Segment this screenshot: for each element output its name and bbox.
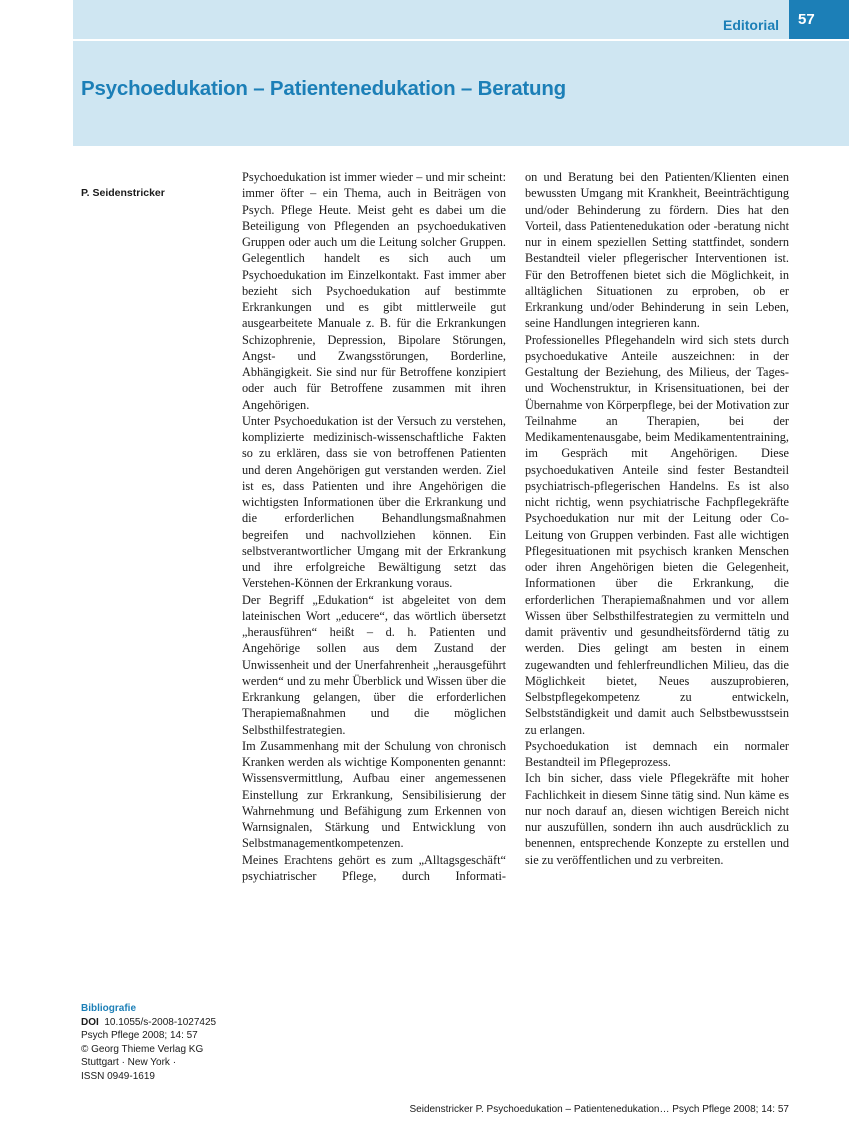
bibliography-heading: Bibliografie [81,1003,137,1014]
publisher-place: Stuttgart · New York · [81,1057,177,1069]
issn: ISSN 0949-1619 [81,1070,155,1082]
paragraph: Psychoedukation ist immer wieder – und mir scheint: immer öfter – ein Thema, auch in Beiträgen von Psych. Pflege Heute. Meist geht es dabei um die Beteiligung von Pflegenden an psychoedukativen Gruppen oder auch um die Leitung solcher Gruppen. Gelegentlich handelt es sich auch um Psychoedukation im Einzelkontakt. Fast immer aber bezieht sich Psychoedukation auf bestimmte Erkrankungen und es gibt mittlerweile gut ausgearbeitete Manuale z. B. für die Erkrankungen Schizophrenie, Depression, Bipolare Störungen, Angst- und Zwangsstörungen, Borderline, Abhängigkeit. Sie sind nur für Betroffene konzipiert oder auch für Betroffene zusammen mit ihren Angehörigen. [242,170,506,412]
paragraph: Meines Erachtens gehört es zum „Alltagsgeschäft“ psychiatrischer Pflege, durch Informati- [242,852,506,883]
doi-line [81,1016,216,1030]
page-number: 57 [789,0,849,39]
copyright: © Georg Thieme Verlag KG [81,1043,204,1055]
article-title: Psychoedukation – Patientenedukation – Beratung [81,77,566,100]
paragraph: on und Beratung bei den Patienten/Klienten einen bewussten Umgang mit Krankheit, Beeinträchtigung und/oder Behinderung zu fördern. Dies hat den Vorteil, dass Patientenedukation oder -beratung nicht nur in einem speziellen Setting stattfindet, sondern Bestandteil vieler pflegerischer Interventionen ist. Für den Betroffenen bietet sich die Möglichkeit, in alltäglichen Situationen zu erproben, ob er Erkrankung und/oder Behinderung in sein Leben, seine Handlungen integrieren kann. [525,170,789,331]
paragraph: Der Begriff „Edukation“ ist abgeleitet von dem lateinischen Wort „educere“, das wörtlich übersetzt „herausführen“ heißt – d. h. Patienten und Angehörige sollen aus dem Zustand der Unwissenheit und der Unerfahrenheit „herausgeführt werden“ und zu mehr Überblick und Wissen über die Erkrankung gelangen, über die erforderlichen Therapiemaßnahmen und die möglichen Selbsthilfestrategien. [242,592,506,737]
footer-citation: Seidenstricker P. Psychoedukation – Patientenedukation… Psych Pflege 2008; 14: 57 [409,1104,789,1115]
bibliography-block [81,1002,216,1084]
paragraph: Psychoedukation ist demnach ein normaler Bestandteil im Pflegeprozess. [525,738,789,769]
author-name: P. Seidenstricker [81,187,165,199]
doi-label: DOI [81,1016,99,1028]
journal-reference: Psych Pflege 2008; 14: 57 [81,1030,198,1042]
section-label: Editorial [722,17,779,33]
paragraph: Ich bin sicher, dass viele Pflegekräfte mit hoher Fachlichkeit in diesem Sinne tätig sind. Nun käme es nur noch darauf an, diesen wichtigen Bereich nicht nur auszufüllen, sondern ihn auch ausdrücklich zu benennen, entsprechende Konzepte zu erstellen und sie zu veröffentlichen und zu verbreiten. [525,771,789,867]
text-column-right [525,169,789,868]
doi-value: 10.1055/s-2008-1027425 [104,1016,217,1028]
text-column-left [242,169,506,884]
paragraph: Unter Psychoedukation ist der Versuch zu verstehen, komplizierte medizinisch-wissenschaftliche Fakten so zu erklären, dass sie von betroffenen Patienten und deren Angehörigen gut verstanden werden. Ziel ist es, dass Patienten und ihre Angehörigen die wichtigsten Informationen über die Erkrankung und die erforderlichen Behandlungsmaßnahmen begreifen und nachvollziehen können. Ein selbstverantwortlicher Umgang mit der Erkrankung und ihre erfolgreiche Bewältigung setzt das Verstehen-Können der Erkrankung voraus. [242,413,506,591]
paragraph: Im Zusammenhang mit der Schulung von chronisch Kranken werden als wichtige Komponenten genannt: Wissensvermittlung, Aufbau einer angemessenen Einstellung zur Erkrankung, Sensibilisierung der Wahrnehmung und Befähigung zum Erkennen von Warnsignalen, Stärkung und Entwicklung von Selbstmanagementkompetenzen. [242,738,506,851]
paragraph: Professionelles Pflegehandeln wird sich stets durch psychoedukative Anteile auszeichnen: in der Gestaltung der Beziehung, des Milieus, der Tages- und Wochenstruktur, in Krisensituationen, bei der Übernahme von Körperpflege, bei der Motivation zur Teilnahme an Therapien, bei der Medikamentenausgabe, beim Medikamententraining, im Gespräch mit Angehörigen. Diese psychoedukativen Anteile sind fester Bestandteil psychiatrisch-pflegerischen Handelns. Es ist also nicht richtig, wenn psychiatrische Fachpflegekräfte Psychoedukation nur mit der Leitung oder Co-Leitung von Gruppen verbinden. Fast alle wichtigen Pflegesituationen mit psychisch kranken Menschen oder ihren Angehörigen bieten die Gelegenheit, Informationen über die Erkrankung, die erforderlichen Therapiemaßnahmen und vor allem Wissen über Selbsthilfestrategien zu vermitteln und damit präventiv und gesundheitsfördernd tätig zu werden. Dies gelingt am besten in einem zugewandten und fehlerfreundlichen Milieu, das die Möglichkeit bietet, Neues auszuprobieren, Selbstpflegekompetenz zu entwickeln, Selbstständigkeit und damit auch Selbstbewusstsein zu erlangen. [525,332,789,737]
header-divider [73,39,849,41]
